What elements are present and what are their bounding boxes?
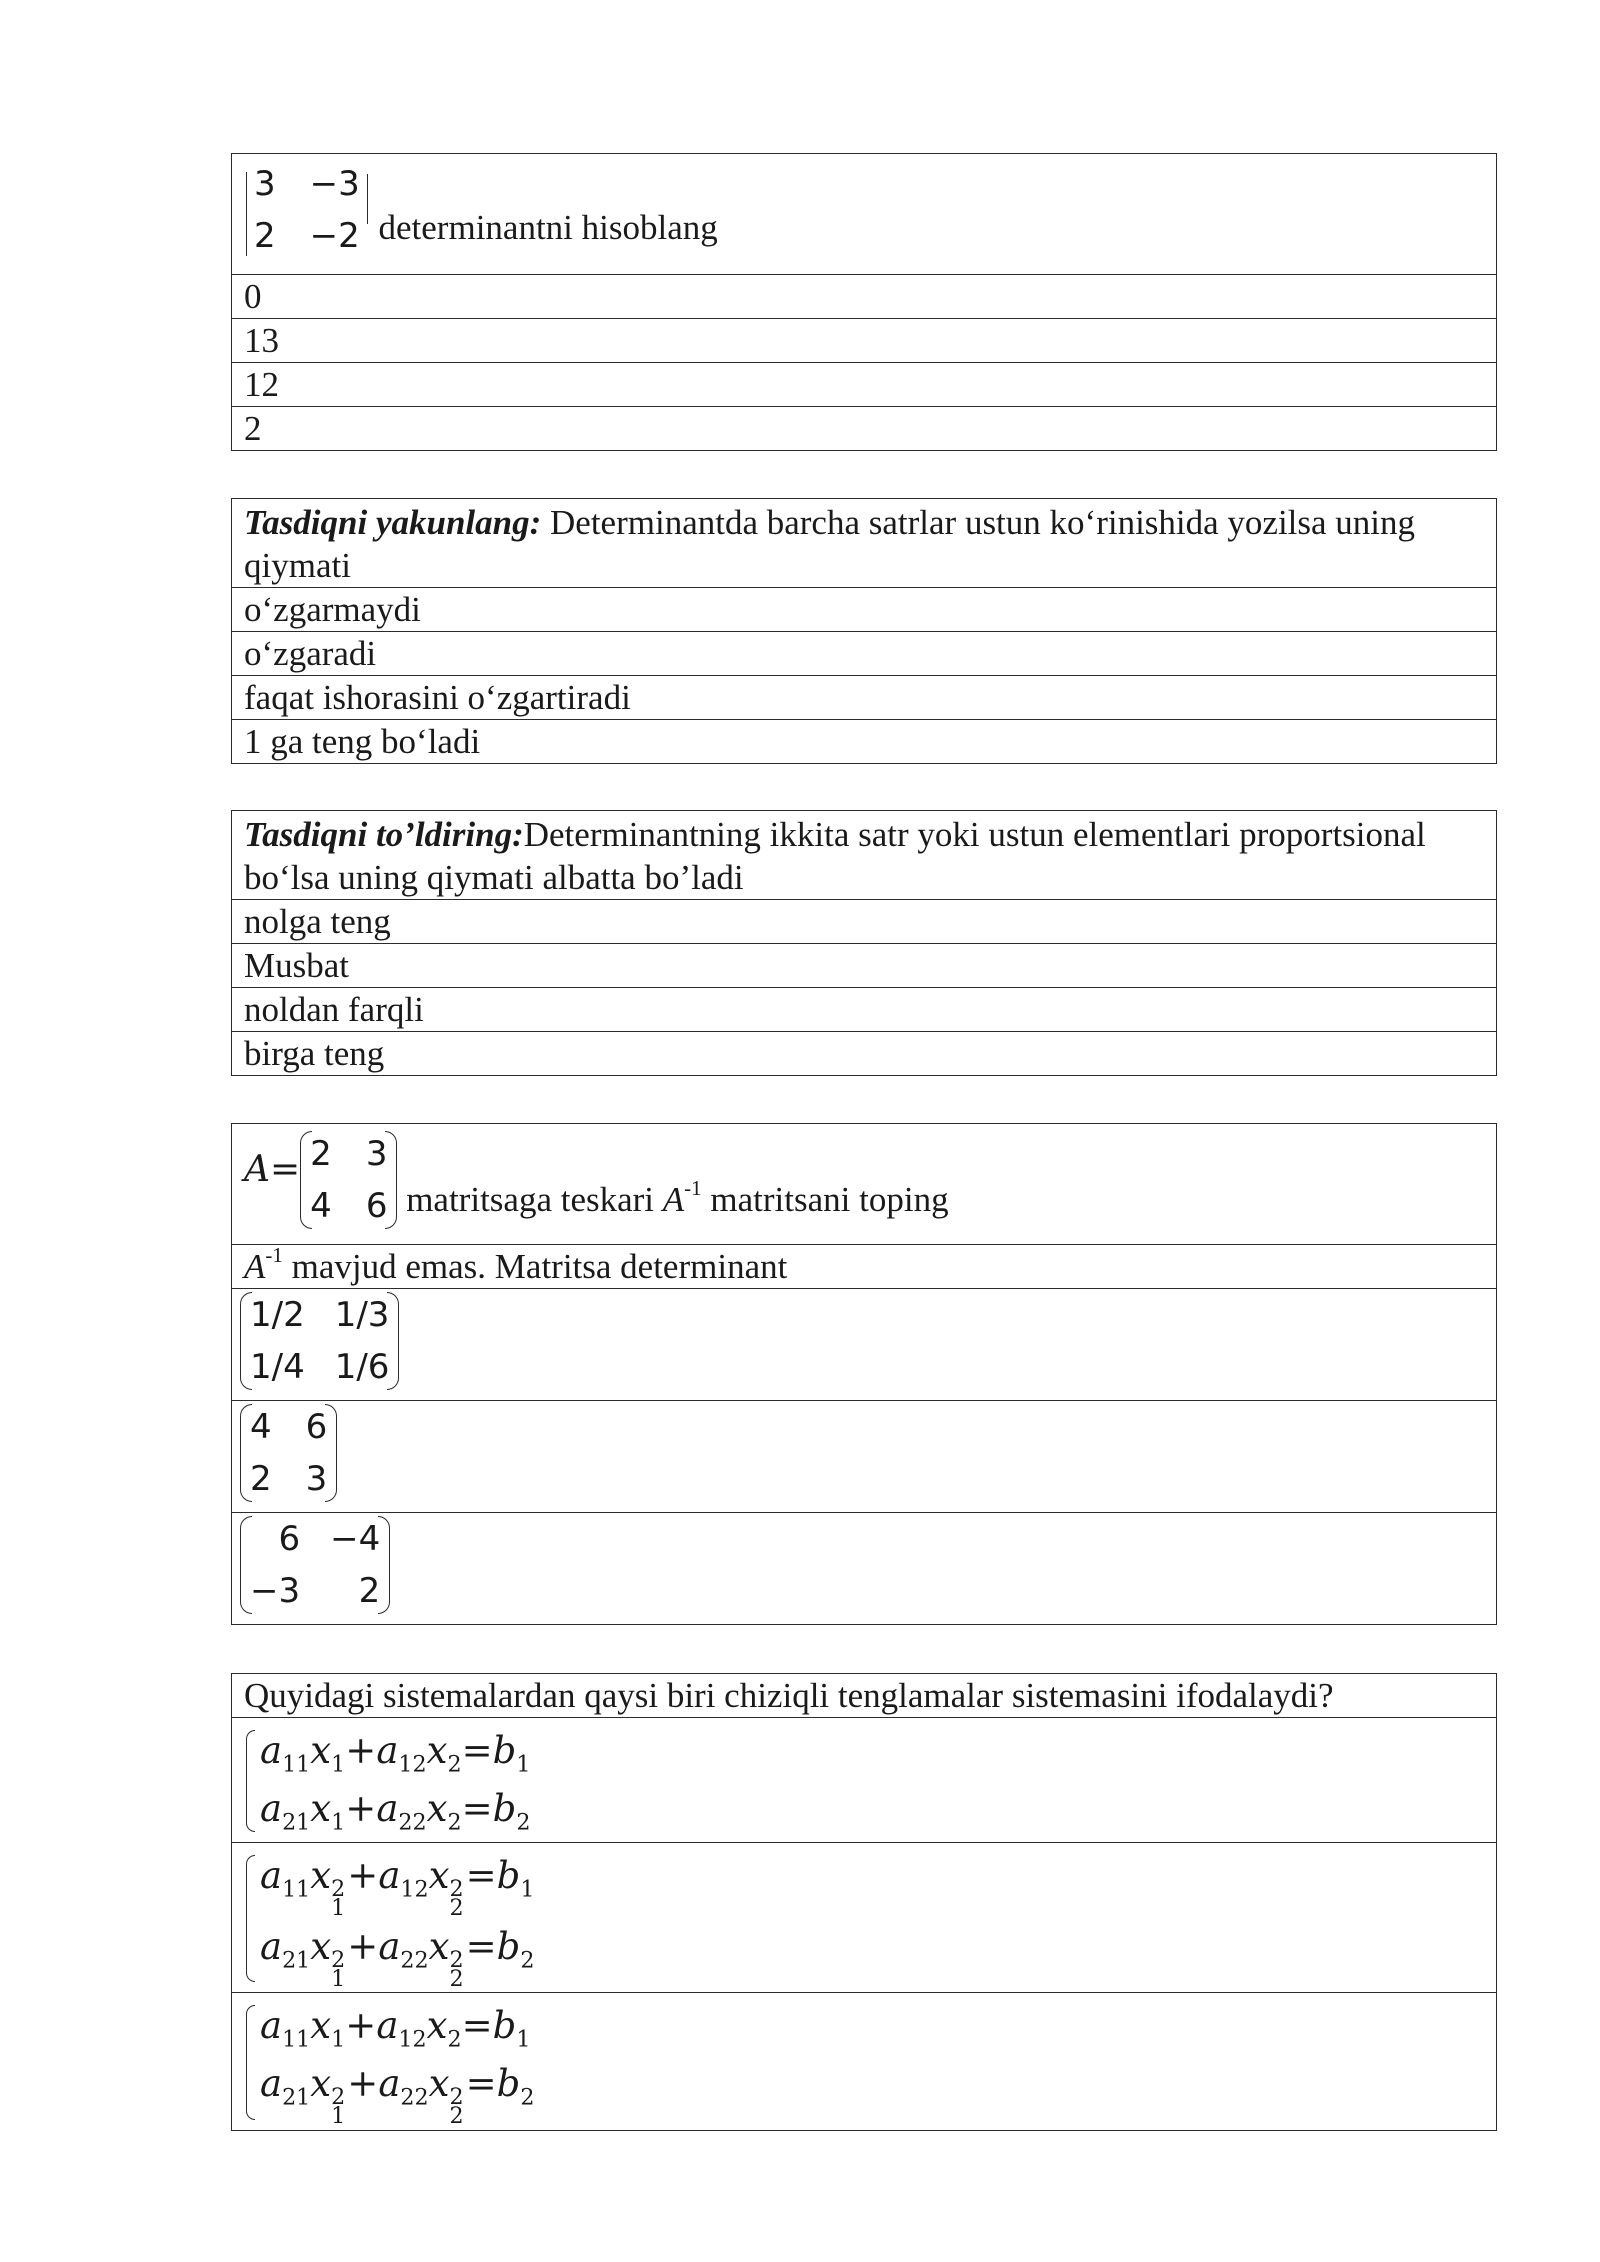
- option-matrix: [240, 1289, 399, 1393]
- matrix-cell: 1/6: [334, 1347, 390, 1387]
- question-table-5: [231, 1673, 1497, 2131]
- option-text: mavjud emas. Matritsa determinant: [291, 1247, 788, 1286]
- question-prompt: [232, 154, 1497, 275]
- matrix-cell: −2: [309, 216, 360, 256]
- equation-line: $a_{11}x$ 2 1 $+a_{12}x$ 2 2 $=b_1$: [260, 1854, 535, 1921]
- matrix-cell: 6: [278, 1519, 301, 1559]
- answer-option[interactable]: [232, 1401, 1497, 1513]
- matrix-cell: −4: [330, 1519, 381, 1559]
- inverse-symbol: A: [662, 1180, 685, 1220]
- answer-option[interactable]: Musbat: [232, 944, 1497, 988]
- matrix-cell: 4: [310, 1186, 332, 1226]
- answer-option[interactable]: [232, 1513, 1497, 1625]
- answer-option[interactable]: [232, 1993, 1497, 2131]
- matrix-name: A=: [244, 1149, 301, 1191]
- matrix-a: [300, 1128, 397, 1232]
- answer-option[interactable]: faqat ishorasini o‘zgartiradi: [232, 676, 1497, 720]
- prompt-lead: Tasdiqni to’ldiring:: [244, 815, 524, 854]
- question-table-2: [231, 498, 1497, 764]
- question-prompt: [232, 811, 1497, 900]
- equation-line: $a_{21}x$ 2 1 $+a_{22}x$ 2 2 $=b_2$: [260, 2062, 535, 2130]
- matrix-cell: 2: [254, 216, 276, 256]
- prompt-suffix: matritsani toping: [710, 1180, 949, 1220]
- answer-option[interactable]: [232, 1289, 1497, 1401]
- answer-option[interactable]: o‘zgarmaydi: [232, 588, 1497, 632]
- answer-option[interactable]: 12: [232, 363, 1497, 407]
- answer-option[interactable]: 13: [232, 319, 1497, 363]
- matrix-cell: 6: [365, 1186, 388, 1226]
- matrix-cell: 4: [250, 1407, 272, 1447]
- inverse-sup: -1: [265, 1243, 283, 1268]
- answer-option[interactable]: [232, 1843, 1497, 1993]
- prompt-text: determinantni hisoblang: [378, 208, 718, 248]
- matrix-cell: 2: [310, 1134, 332, 1174]
- answer-option[interactable]: 2: [232, 407, 1497, 451]
- question-prompt: [232, 1124, 1497, 1245]
- option-matrix: [240, 1513, 390, 1617]
- answer-option[interactable]: [232, 1718, 1497, 1843]
- question-prompt: Quyidagi sistemalardan qaysi biri chiziqli tenglamalar sistemasini ifodalaydi?: [232, 1674, 1497, 1718]
- option-matrix: [240, 1401, 337, 1505]
- answer-option[interactable]: birga teng: [232, 1032, 1497, 1076]
- matrix-cell: 1/4: [250, 1347, 305, 1387]
- answer-option[interactable]: nolga teng: [232, 900, 1497, 944]
- inverse-sup: -1: [684, 1176, 702, 1201]
- prompt-mid: matritsaga teskari: [406, 1180, 655, 1220]
- equation-line: $a_{11}x_1+a_{12}x_2=b_1$: [260, 1729, 531, 1778]
- equation-system: [246, 1847, 535, 1992]
- matrix-cell: 1/2: [250, 1295, 305, 1335]
- equation-line: $a_{21}x$ 2 1 $+a_{22}x$ 2 2 $=b_2$: [260, 1924, 535, 1992]
- answer-option[interactable]: 0: [232, 275, 1497, 319]
- matrix-cell: 2: [358, 1571, 381, 1611]
- equation-system: [246, 1997, 535, 2130]
- matrix-cell: 3: [254, 164, 276, 204]
- prompt-text: Determinantda barcha satrlar ustun ko‘rinishida yozilsa uning qiymati: [244, 503, 1416, 585]
- question-prompt: [232, 499, 1497, 588]
- matrix-cell: 6: [305, 1407, 328, 1447]
- answer-option[interactable]: 1 ga teng bo‘ladi: [232, 720, 1497, 764]
- matrix-cell: 3: [365, 1134, 388, 1174]
- answer-option[interactable]: [232, 1245, 1497, 1289]
- prompt-text: [406, 1176, 949, 1220]
- equation-system: [246, 1722, 530, 1838]
- determinant-matrix: [244, 158, 370, 262]
- equation-line: $a_{11}x_1+a_{12}x_2=b_1$: [260, 2004, 531, 2053]
- answer-option[interactable]: o‘zgaradi: [232, 632, 1497, 676]
- matrix-cell: 2: [250, 1459, 272, 1499]
- matrix-cell: −3: [309, 164, 360, 204]
- answer-option[interactable]: noldan farqli: [232, 988, 1497, 1032]
- question-table-4: [231, 1123, 1497, 1625]
- question-table-1: [231, 153, 1497, 451]
- prompt-text: Determinantning ikkita satr yoki ustun elementlari proportsional bo‘lsa uning qiymati albatta bo’ladi: [244, 815, 1426, 897]
- inverse-symbol: A: [244, 1247, 266, 1286]
- prompt-lead: Tasdiqni yakunlang:: [244, 503, 542, 542]
- equation-line: $a_{21}x_1+a_{22}x_2=b_2$: [260, 1787, 531, 1836]
- matrix-cell: 1/3: [334, 1295, 390, 1335]
- matrix-cell: −3: [250, 1571, 301, 1611]
- question-table-3: [231, 810, 1497, 1076]
- matrix-cell: 3: [305, 1459, 328, 1499]
